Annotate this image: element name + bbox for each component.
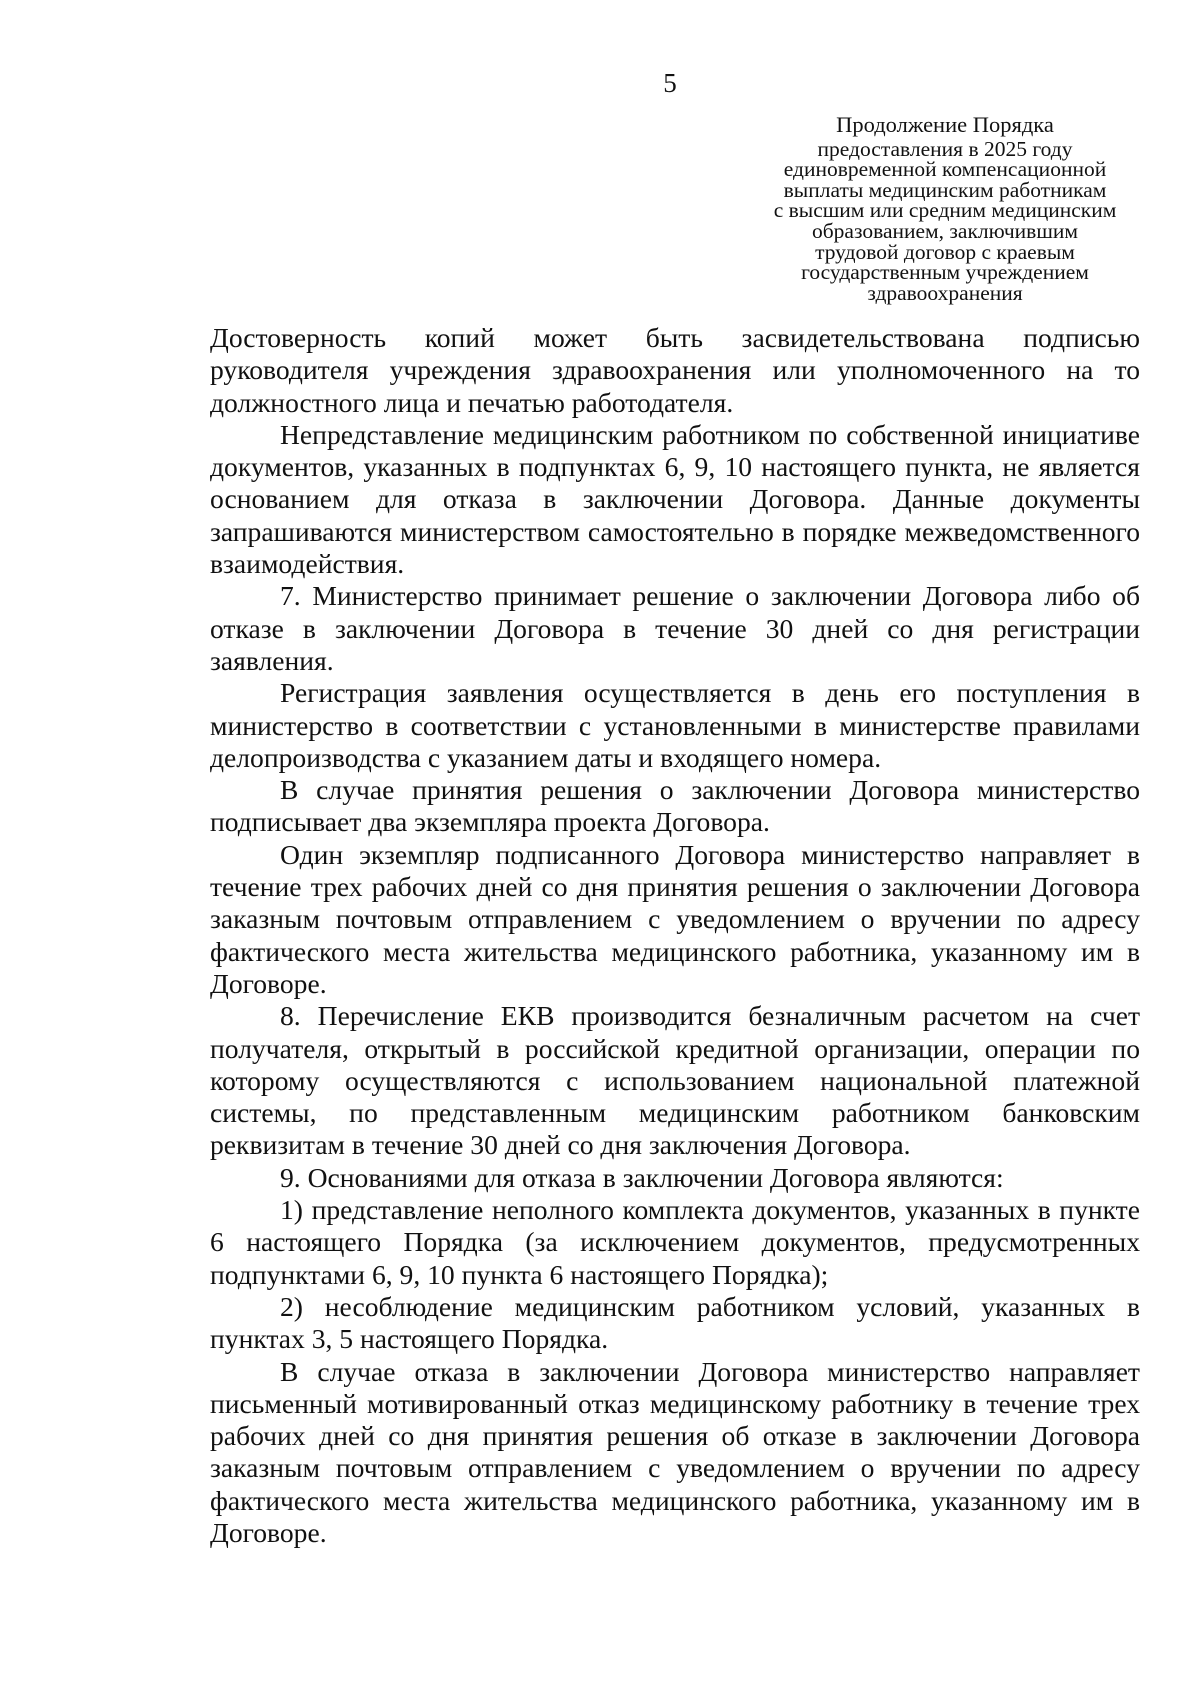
paragraph: В случае принятия решения о заключении Договора министерство подписывает два экземпляра проекта Договора. — [210, 774, 1140, 838]
page-number: 5 — [663, 68, 677, 98]
list-item: 1) представление неполного комплекта документов, указанных в пункте 6 настоящего Порядка (за исключением документов, предусмотренных подпунктами 6, 9, 10 пункта 6 настоящего Порядка); — [210, 1194, 1140, 1290]
header-line: образованием, заключившим — [811, 218, 1078, 243]
header-line: Продолжение Порядка — [836, 112, 1054, 137]
header-line: единовременной компенсационной — [783, 157, 1107, 182]
document-header — [745, 112, 1145, 305]
header-line: государственным учреждением — [801, 260, 1089, 285]
list-item: 2) несоблюдение медицинским работником условий, указанных в пунктах 3, 5 настоящего Порядка. — [210, 1290, 1140, 1355]
paragraph: В случае отказа в заключении Договора министерство направляет письменный мотивированный отказ медицинскому работнику в течение трех рабочих дней со дня принятия решения об отказе в заключении Договора заказным почтовым отправлением с уведомлением о вручении по адресу фактического места жительства медицинского работника, указанному им в Договоре. — [210, 1355, 1140, 1548]
header-line: трудовой договор с краевым — [815, 239, 1075, 264]
paragraph-clause-9: 9. Основаниями для отказа в заключении Договора являются: — [280, 1161, 1004, 1193]
paragraph: Регистрация заявления осуществляется в день его поступления в министерство в соответствии с установленными в министерстве правилами делопроизводства с указанием даты и входящего номера. — [210, 677, 1140, 773]
paragraph: Непредставление медицинским работником по собственной инициативе документов, указанных в подпунктах 6, 9, 10 настоящего пункта, не является основанием для отказа в заключении Договора. Данные документы запрашиваются министерством самостоятельно в порядке межведомственного взаимодействия. — [210, 418, 1140, 580]
header-line: здравоохранения — [867, 280, 1023, 305]
paragraph-clause-7: 7. Министерство принимает решение о заключении Договора либо об отказе в заключении Договора в течение 30 дней со дня регистрации заявления. — [210, 580, 1140, 676]
paragraph: Достоверность копий может быть засвидетельствована подписью руководителя учреждения здравоохранения или уполномоченного на то должностного лица и печатью работодателя. — [210, 322, 1140, 418]
paragraph-clause-8: 8. Перечисление ЕКВ производится безналичным расчетом на счет получателя, открытый в российской кредитной организации, операции по которому осуществляются с использованием национальной платежной системы, по представленным медицинским работником банковским реквизитам в течение 30 дней со дня заключения Договора. — [210, 1000, 1140, 1161]
document-body — [210, 322, 1140, 1549]
header-line: с высшим или средним медицинским — [773, 198, 1117, 223]
paragraph: Один экземпляр подписанного Договора министерство направляет в течение трех рабочих дней со дня принятия решения о заключении Договора заказным почтовым отправлением с уведомлением о вручении по адресу фактического места жительства медицинского работника, указанному им в Договоре. — [210, 838, 1140, 999]
header-line: выплаты медицинским работникам — [783, 177, 1107, 202]
header-line: предоставления в 2025 году — [817, 136, 1073, 161]
